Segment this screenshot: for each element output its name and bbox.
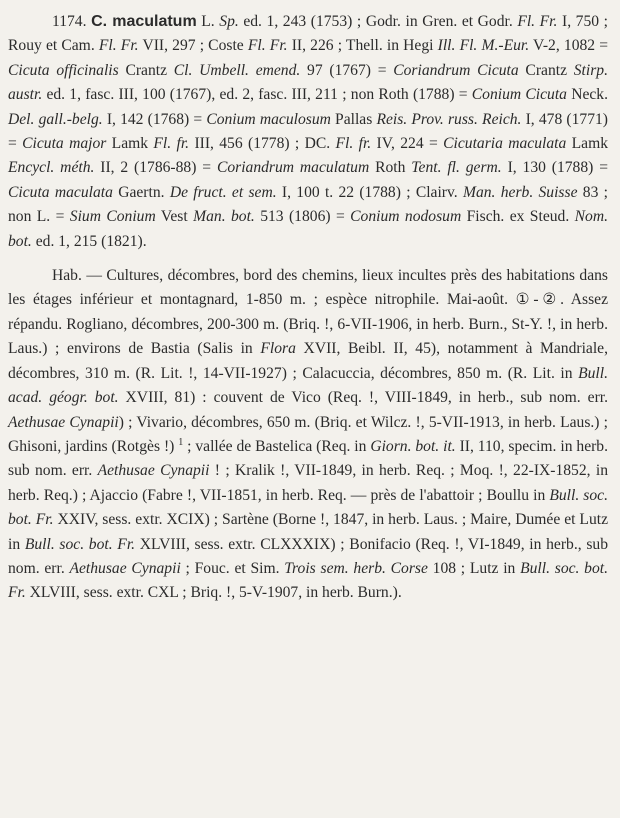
entry-text: Roth xyxy=(369,159,412,177)
entry-italic-ref: Ill. Fl. M.-Eur. xyxy=(437,37,530,55)
entry-italic-ref: Cicuta major xyxy=(22,135,107,153)
habitat-italic-ref: Aethusae Cynapii xyxy=(97,462,210,480)
entry-italic-ref: Reis. Prov. russ. Reich. xyxy=(376,110,522,128)
entry-text: Fisch. ex Steud. xyxy=(461,208,575,226)
entry-text: II, 2 (1786-88) = xyxy=(94,159,217,177)
habitat-paragraph xyxy=(8,264,608,606)
entry-text: 513 (1806) = xyxy=(254,208,351,226)
entry-text: 97 (1767) = xyxy=(300,61,394,79)
entry-text: Crantz xyxy=(118,61,174,79)
habitat-text: ; Fouc. et Sim. xyxy=(180,559,285,577)
entry-italic-ref: Fl. fr. xyxy=(153,135,190,153)
entry-italic-ref: Fl. fr. xyxy=(335,135,372,153)
habitat-italic-ref: Trois sem. herb. Corse xyxy=(284,559,428,577)
entry-italic-ref: Conium nodosum xyxy=(350,208,462,226)
entry-text: Gaertn. xyxy=(112,183,170,201)
habitat-italic-ref: Bull. acad. géogr. bot. xyxy=(8,364,608,407)
habitat-italic-ref: Flora xyxy=(260,340,296,358)
entry-italic-ref: Man. herb. Suisse xyxy=(462,183,578,201)
habitat-text: 108 ; Lutz in xyxy=(427,559,521,577)
entry-italic-ref: Coriandrum maculatum xyxy=(216,159,370,177)
entry-text: I, 142 (1768) = xyxy=(102,110,207,128)
entry-text: Neck. xyxy=(566,86,608,104)
species-name: C. maculatum xyxy=(91,13,197,30)
entry-text: I, 100 t. 22 (1788) ; Clairv. xyxy=(276,183,463,201)
entry-italic-ref: Conium Cicuta xyxy=(471,86,567,104)
habitat-italic-ref: Aethusae Cynapii xyxy=(69,559,181,577)
entry-italic-ref: Del. gall.-belg. xyxy=(8,110,103,128)
habitat-text: ; vallée de Bastelica (Req. in xyxy=(183,437,371,455)
entry-text: III, 456 (1778) ; DC. xyxy=(189,135,336,153)
entry-italic-ref: Sp. xyxy=(219,13,239,30)
habitat-text: Hab. — Cultures, décombres, bord des chemins, lieux incultes près des habitations dans les étages inférieur et montagnard, 1-850 m. ; espèce nitrophile. Mai-août. ①-②. Assez répandu. Rogliano, décombres, 200-300 m. (Briq. !, 6-VII-1906, in herb. Burn., St-Y. !, in herb. Laus.) ; environs de Bastia (Salis in xyxy=(8,267,608,358)
synonymy-text xyxy=(8,13,608,250)
habitat-italic-ref: Giorn. bot. it. xyxy=(370,437,456,455)
entry-text: II, 226 ; Thell. in Hegi xyxy=(287,37,438,55)
entry-text: ed. 1, 243 (1753) ; Godr. in Gren. et Godr. xyxy=(238,13,518,30)
entry-italic-ref: Sium Conium xyxy=(69,208,156,226)
entry-text: V-2, 1082 = xyxy=(529,37,609,55)
entry-italic-ref: Tent. fl. germ. xyxy=(411,159,502,177)
entry-text: Vest xyxy=(155,208,194,226)
entry-text: ed. 1, fasc. III, 100 (1767), ed. 2, fasc. III, 211 ; non Roth (1788) = xyxy=(42,86,472,104)
entry-number: 1174. xyxy=(52,13,87,30)
entry-italic-ref: De fruct. et sem. xyxy=(169,183,277,201)
habitat-text: ) ; Vivario, décombres, 650 m. (Briq. et Wilcz. !, 5-VII-1913, in herb. Laus.) ; Ghisoni, jardins (Rotgès !) xyxy=(8,413,609,455)
habitat-italic-ref: Bull. soc. bot. Fr. xyxy=(8,559,609,602)
habitat-italic-ref: Aethusae Cynapii xyxy=(8,413,119,431)
entry-italic-ref: Fl. Fr. xyxy=(517,13,558,30)
entry-text: I, 750 ; Rouy et Cam. xyxy=(8,13,608,55)
entry-italic-ref: Cicutaria maculata xyxy=(443,135,567,153)
entry-italic-ref: Conium maculosum xyxy=(206,110,331,128)
entry-text: Lamk xyxy=(566,135,609,153)
entry-text: Crantz xyxy=(518,61,574,79)
entry-text: Pallas xyxy=(330,110,377,128)
entry-italic-ref: Cicuta officinalis xyxy=(8,61,119,79)
entry-text: Lamk xyxy=(106,135,154,153)
entry-text: 83 ; non L. = xyxy=(8,183,608,226)
entry-text: I, 130 (1788) = xyxy=(501,159,608,177)
entry-italic-ref: Encycl. méth. xyxy=(8,159,95,177)
habitat-footnote-mark: 1 xyxy=(178,436,184,448)
entry-italic-ref: Man. bot. xyxy=(193,208,255,226)
entry-italic-ref: Stirp. austr. xyxy=(8,61,608,104)
entry-italic-ref: Fl. Fr. xyxy=(98,37,139,55)
entry-text: IV, 224 = xyxy=(371,135,444,153)
entry-italic-ref: Cicuta maculata xyxy=(8,183,113,201)
habitat-text: XLVIII, sess. extr. CLXXXIX) ; Bonifacio (Req. !, VI-1849, in herb., sub nom. err. xyxy=(8,535,608,577)
habitat-italic-ref: Bull. soc. bot. Fr. xyxy=(8,486,608,529)
entry-italic-ref: Cl. Umbell. emend. xyxy=(173,61,301,79)
habitat-text: XVIII, 81) : couvent de Vico (Req. !, VIII-1849, in herb., sub nom. err. xyxy=(118,389,608,407)
habitat-italic-ref: Bull. soc. bot. Fr. xyxy=(24,535,136,553)
entry-italic-ref: Coriandrum Cicuta xyxy=(393,61,519,79)
entry-text: ed. 1, 215 (1821). xyxy=(31,232,147,250)
entry-text: L. xyxy=(196,13,220,30)
habitat-text: XXIV, sess. extr. XCIX) ; Sartène (Borne !, 1847, in herb. Laus. ; Maire, Dumée et Lutz in xyxy=(8,511,608,553)
species-entry xyxy=(8,10,608,254)
entry-italic-ref: Nom. bot. xyxy=(8,208,608,250)
entry-text: I, 478 (1771) = xyxy=(8,110,608,153)
entry-italic-ref: Fl. Fr. xyxy=(247,37,288,55)
habitat-text: XVII, Beibl. II, 45), notamment à Mandriale, décombres, 310 m. (R. Lit. !, 14-VII-1927) ; Calacuccia, décombres, 850 m. (R. Lit. in xyxy=(8,340,608,382)
habitat-text: ! ; Kralik !, VII-1849, in herb. Req. ; Moq. !, 22-IX-1852, in herb. Req.) ; Ajaccio (Fabre !, VII-1851, in herb. Req. — près de l'abattoir ; Boullu in xyxy=(8,462,609,504)
habitat-text: II, 110, specim. in herb. sub nom. err. xyxy=(8,437,608,480)
entry-text: VII, 297 ; Coste xyxy=(138,37,248,55)
habitat-text: XLVIII, sess. extr. CXL ; Briq. !, 5-V-1907, in herb. Burn.). xyxy=(25,584,402,602)
